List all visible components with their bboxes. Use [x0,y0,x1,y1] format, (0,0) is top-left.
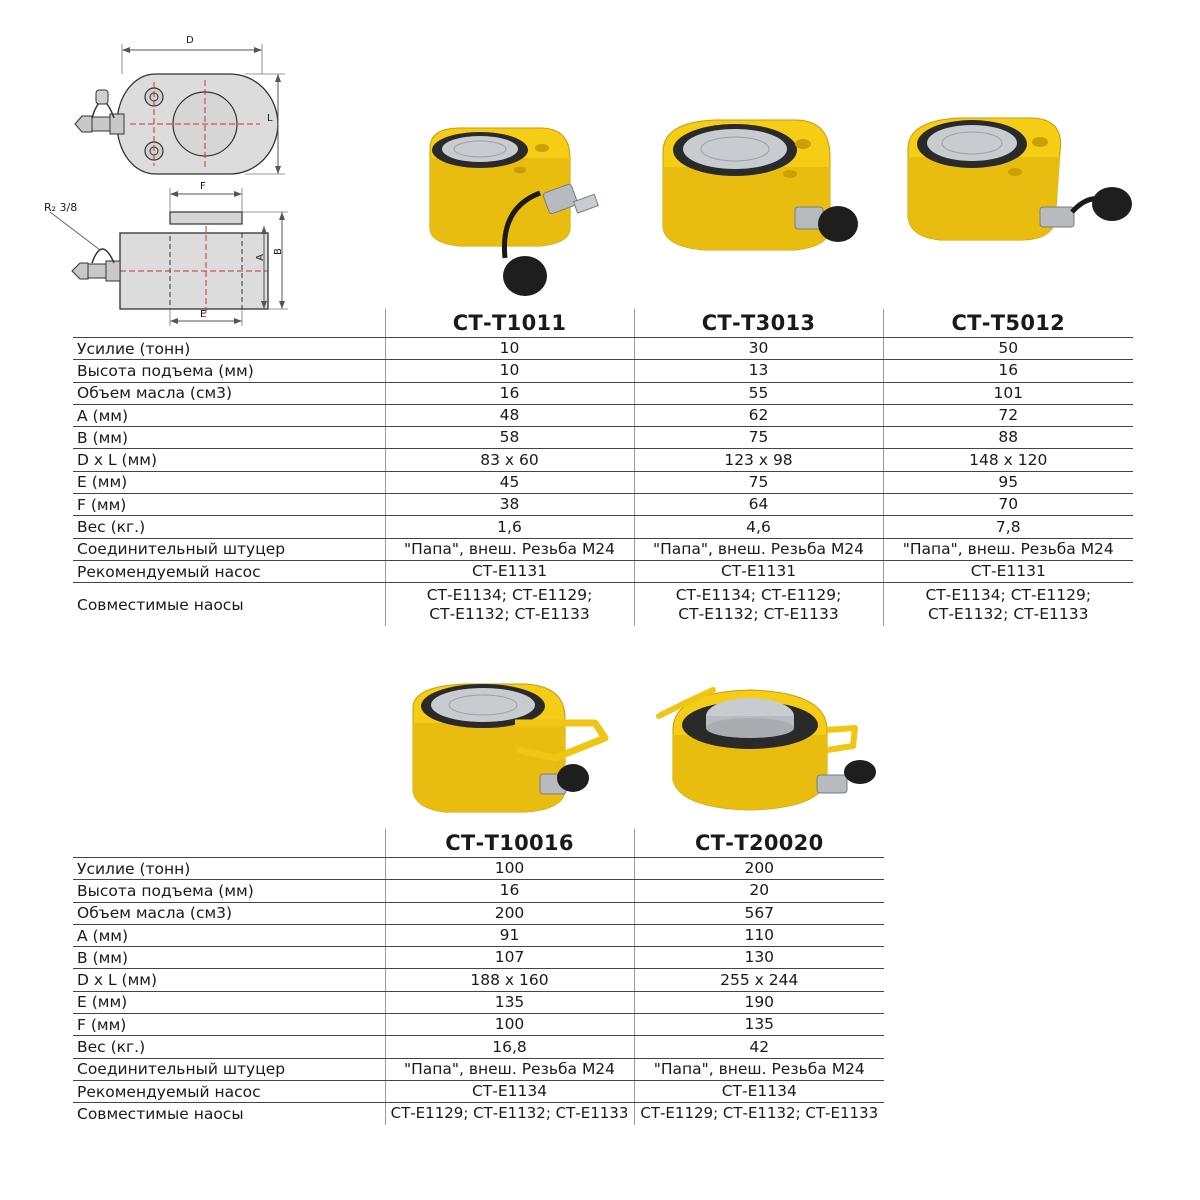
cell-value: СТ-Е1129; СТ-Е1132; СТ-Е1133 [634,1103,884,1125]
cell-value: 16 [385,880,634,902]
model-header: СТ-Т3013 [634,309,883,338]
row-label: А (мм) [73,924,385,946]
cell-value: 13 [634,360,883,382]
cell-value: 75 [634,427,883,449]
cell-value: 88 [883,427,1133,449]
cell-value: 135 [634,1014,884,1036]
table-row [73,1036,884,1058]
cell-value: 148 x 120 [883,449,1133,471]
row-label: Усилие (тонн) [73,338,385,360]
dim-e-label: E [200,309,207,320]
table-row [73,360,1133,382]
row-label: Совместимые наосы [77,595,244,614]
cell-value: "Папа", внеш. Резьба М24 [634,538,883,560]
row-label: В (мм) [73,427,385,449]
table-row [73,858,884,880]
table-row [73,1080,884,1102]
row-label: Объем масла (см3) [73,382,385,404]
cell-value [634,583,883,627]
table-row [73,924,884,946]
compatible-line-2: СТ-Е1132; СТ-Е1133 [928,604,1089,623]
cell-value: 110 [634,924,884,946]
cell-value: 1,6 [385,516,634,538]
model-header: СТ-Т5012 [883,309,1133,338]
model-header: СТ-Т1011 [385,309,634,338]
row-label: А (мм) [73,404,385,426]
cell-value: 16 [385,382,634,404]
cell-value: "Папа", внеш. Резьба М24 [385,1058,634,1080]
thread-label: R₂ 3/8 [44,201,78,214]
cell-value: СТ-Е1131 [385,560,634,582]
table-row [73,382,1133,404]
table-row [73,1058,884,1080]
cell-value [883,583,1133,627]
row-label: Соединительный штуцер [73,538,385,560]
dim-d-label: D [186,35,194,46]
cell-value: 83 x 60 [385,449,634,471]
cell-value: 45 [385,471,634,493]
row-label: Е (мм) [73,991,385,1013]
row-label: В (мм) [73,947,385,969]
row-label: F (мм) [73,1014,385,1036]
cell-value: 16,8 [385,1036,634,1058]
cell-value: 190 [634,991,884,1013]
dim-a-label: A [254,254,266,261]
cell-value: 58 [385,427,634,449]
cell-value: 42 [634,1036,884,1058]
model-header: СТ-Т10016 [385,829,634,858]
cell-value: 100 [385,858,634,880]
cell-value: 7,8 [883,516,1133,538]
row-label: Усилие (тонн) [73,858,385,880]
row-label: Рекомендуемый насос [73,1080,385,1102]
dim-f-label: F [200,181,206,192]
cell-value: 567 [634,902,884,924]
row-label: Рекомендуемый насос [73,560,385,582]
compatible-line-2: СТ-Е1132; СТ-Е1133 [429,604,590,623]
cell-value: 255 x 244 [634,969,884,991]
cell-value: СТ-Е1131 [634,560,883,582]
table-row [73,1103,884,1125]
compatible-line-1: СТ-Е1134; СТ-Е1129; [426,585,593,604]
side-view [50,188,288,326]
table-row [73,471,1133,493]
cell-value: "Папа", внеш. Резьба М24 [385,538,634,560]
top-view [75,44,285,174]
cell-value: 62 [634,404,883,426]
table-row [73,494,1133,516]
row-label: Вес (кг.) [73,516,385,538]
spec-table-2 [73,829,884,1125]
row-label: D x L (мм) [73,449,385,471]
cell-value: "Папа", внеш. Резьба М24 [634,1058,884,1080]
cell-value: СТ-Е1134 [634,1080,884,1102]
row-label: Соединительный штуцер [73,1058,385,1080]
cell-value: 135 [385,991,634,1013]
row-label: Вес (кг.) [73,1036,385,1058]
technical-drawing [30,30,320,330]
table-row [73,516,1133,538]
cell-value: 188 x 160 [385,969,634,991]
cell-value: 107 [385,947,634,969]
cell-value: СТ-Е1131 [883,560,1133,582]
cylinder-photo-t20020 [655,680,880,815]
table-row [73,560,1133,582]
cylinder-photo-t1011 [420,118,610,308]
dim-b-label: B [272,248,284,255]
cell-value [385,583,634,627]
row-label: Высота подъема (мм) [73,880,385,902]
cell-value: 200 [385,902,634,924]
table-row [73,969,884,991]
cell-value: 101 [883,382,1133,404]
row-label: Высота подъема (мм) [73,360,385,382]
spec-table-1 [73,309,1133,626]
cell-value: 20 [634,880,884,902]
cylinder-photo-t10016 [405,678,620,818]
cylinder-photo-t5012 [900,112,1140,252]
cell-value: 10 [385,338,634,360]
cell-value: 72 [883,404,1133,426]
cell-value: 16 [883,360,1133,382]
table-row [73,991,884,1013]
cell-value: 38 [385,494,634,516]
row-label: Объем масла (см3) [73,902,385,924]
cell-value: 123 x 98 [634,449,883,471]
table-row [73,338,1133,360]
table-row [73,404,1133,426]
table-row [73,880,884,902]
row-label: F (мм) [73,494,385,516]
cell-value: 75 [634,471,883,493]
table-row [73,583,1133,627]
cell-value: СТ-Е1129; СТ-Е1132; СТ-Е1133 [385,1103,634,1125]
cell-value: 48 [385,404,634,426]
cell-value: 55 [634,382,883,404]
table-row [73,947,884,969]
cell-value: 4,6 [634,516,883,538]
table-row [73,449,1133,471]
cylinder-photo-t3013 [655,112,865,262]
cell-value: СТ-Е1134 [385,1080,634,1102]
table-row [73,1014,884,1036]
dim-l-label: L [267,113,273,124]
cell-value: 130 [634,947,884,969]
row-label: D x L (мм) [73,969,385,991]
cell-value: "Папа", внеш. Резьба М24 [883,538,1133,560]
cell-value: 64 [634,494,883,516]
cell-value: 30 [634,338,883,360]
compatible-line-2: СТ-Е1132; СТ-Е1133 [678,604,839,623]
cell-value: 50 [883,338,1133,360]
cell-value: 200 [634,858,884,880]
cell-value: 91 [385,924,634,946]
table-row [73,538,1133,560]
row-label: Е (мм) [73,471,385,493]
compatible-line-1: СТ-Е1134; СТ-Е1129; [675,585,842,604]
table-row [73,427,1133,449]
row-label: Совместимые наосы [77,1104,244,1123]
cell-value: 70 [883,494,1133,516]
cell-value: 95 [883,471,1133,493]
cell-value: 10 [385,360,634,382]
cell-value: 100 [385,1014,634,1036]
compatible-line-1: СТ-Е1134; СТ-Е1129; [925,585,1092,604]
model-header: СТ-Т20020 [634,829,884,858]
table-row [73,902,884,924]
